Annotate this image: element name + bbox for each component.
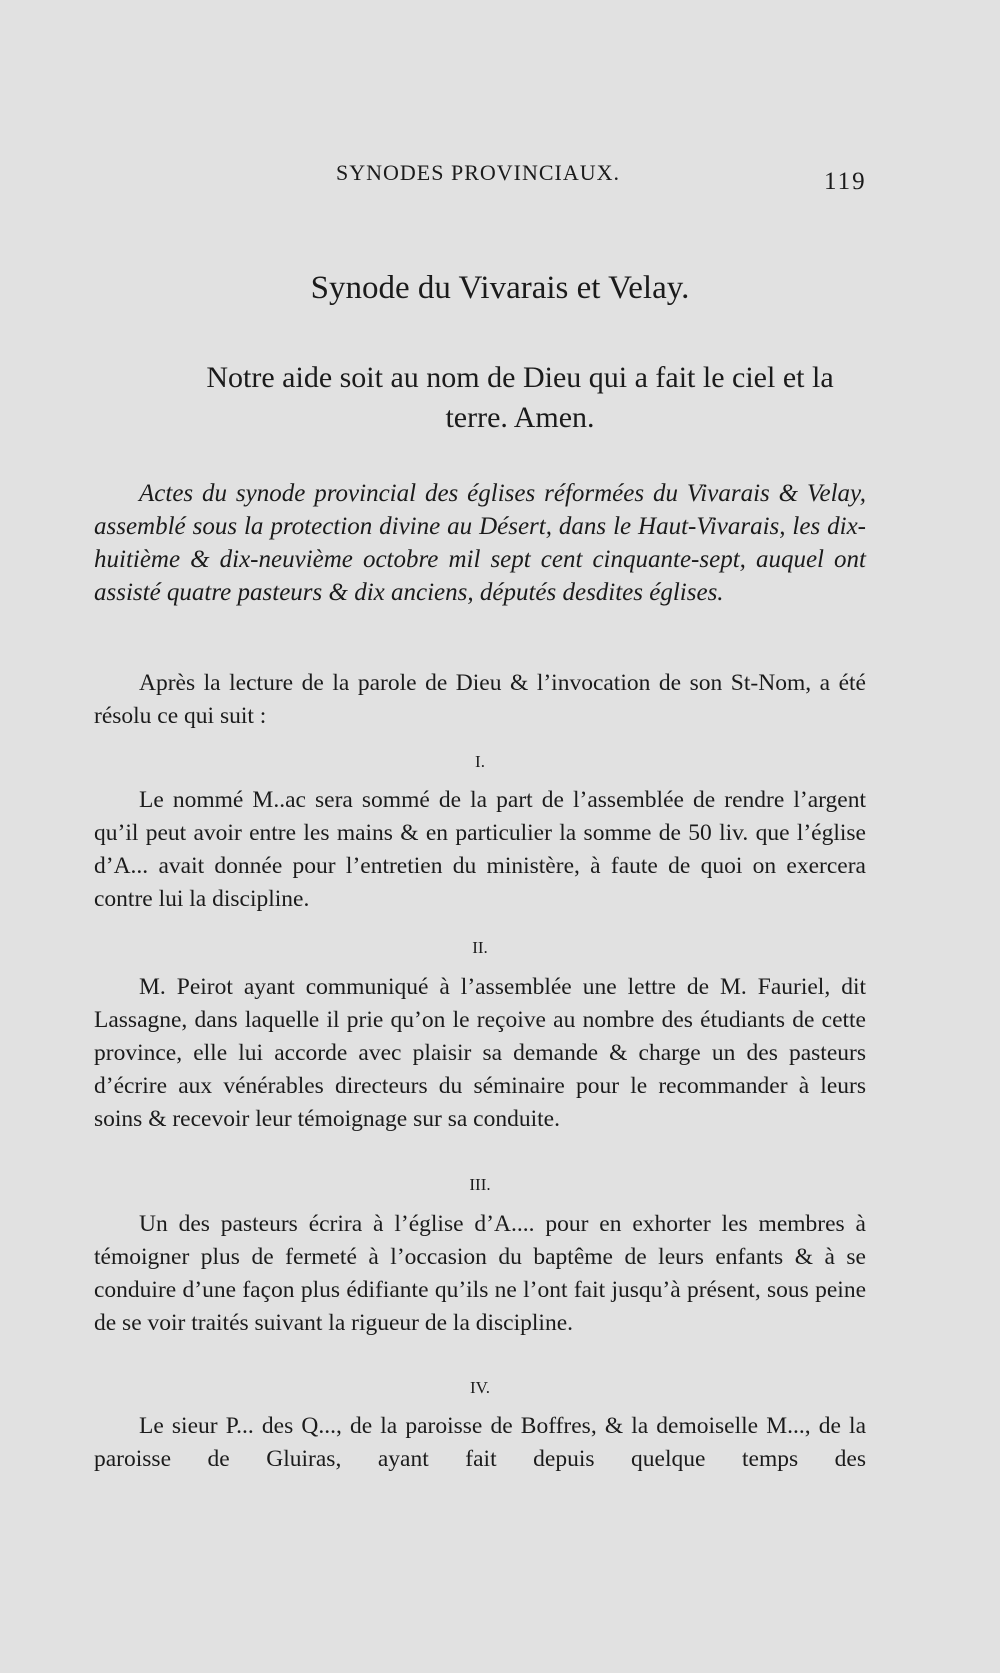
article-paragraph: Le sieur P... des Q..., de la paroisse de Boffres, & la demoiselle M..., de la paroisse de Gluiras, ayant fait depuis quelque temps des — [94, 1413, 866, 1472]
article-number: II. — [472, 938, 488, 957]
opening-paragraph: Après la lecture de la parole de Dieu & l’invocation de son St-Nom, a été résolu ce qui suit : — [94, 670, 866, 729]
running-head: SYNODES PROVINCIAUX. — [336, 160, 621, 185]
article-paragraph: Un des pasteurs écrira à l’église d’A.... pour en exhorter les membres à témoigner plus de fermeté à l’occasion du baptême de leurs enfants & à se conduire d’une façon plus édifiante qu’ils ne l’ont fait jusqu’à présent, sous peine de se voir traités suivant la rigueur de la discipline. — [94, 1211, 866, 1336]
article-number: IV. — [470, 1378, 490, 1397]
intro-paragraph: Actes du synode provincial des églises réformées du Vivarais & Velay, assemblé sous la protection divine au Désert, dans le Haut-Vivarais, les dix-huitième & dix-neuvième octobre mil sept cent cinquante-sept, auquel ont assisté quatre pasteurs & dix anciens, députés desdites églises. — [94, 480, 866, 606]
article-paragraph: Le nommé M..ac sera sommé de la part de l’assemblée de rendre l’argent qu’il peut avoir entre les mains & en particulier la somme de 50 liv. que l’église d’A... avait donnée pour l’entretien du ministère, à faute de quoi on exercera contre lui la discipline. — [94, 787, 866, 912]
article-paragraph: M. Peirot ayant communiqué à l’assemblée une lettre de M. Fauriel, dit Lassagne, dans laquelle il prie qu’on le reçoive au nombre des étudiants de cette province, elle lui accorde avec plaisir sa demande & charge un des pasteurs d’écrire aux vénérables directeurs du séminaire pour le recommander à leurs soins & recevoir leur témoignage sur sa conduite. — [94, 974, 866, 1132]
invocation: Notre aide soit au nom de Dieu qui a fait le ciel et la terre. Amen. — [206, 361, 834, 434]
article-number: I. — [475, 752, 485, 771]
page-number: 119 — [824, 168, 867, 195]
article-number: III. — [469, 1175, 491, 1194]
section-title: Synode du Vivarais et Velay. — [310, 270, 690, 306]
